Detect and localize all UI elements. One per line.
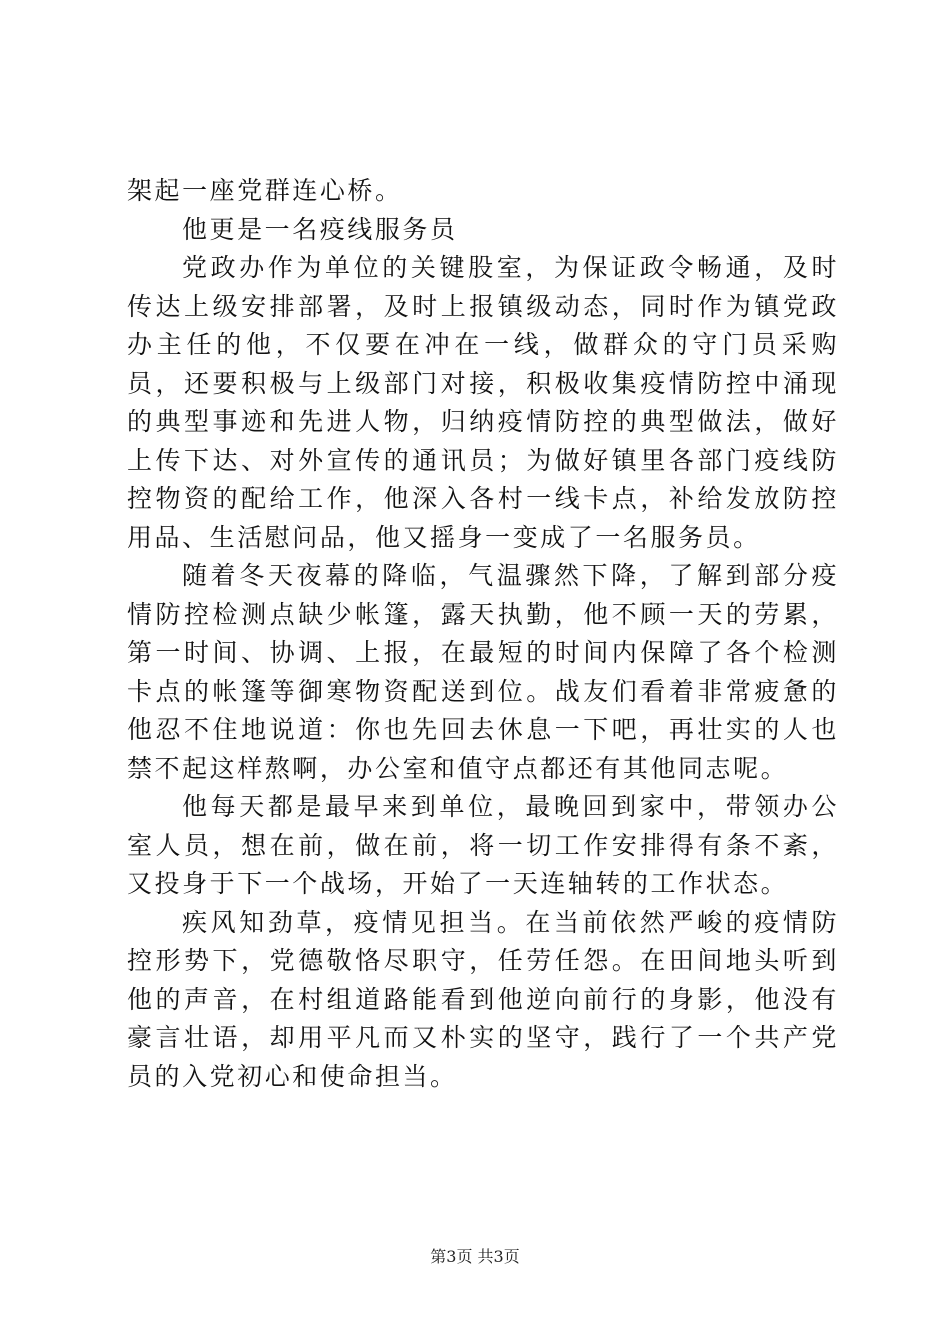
document-body (127, 172, 839, 1096)
paragraph: 随着冬天夜幕的降临，气温骤然下降，了解到部分疫情防控检测点缺少帐篷，露天执勤，他不顾一天的劳累，第一时间、协调、上报，在最短的时间内保障了各个检测卡点的帐篷等御寒物资配送到位。战友们看着非常疲惫的他忍不住地说道：你也先回去休息一下吧，再壮实的人也禁不起这样熬啊，办公室和值守点都还有其他同志呢。 (127, 561, 839, 783)
paragraph: 疾风知劲草，疫情见担当。在当前依然严峻的疫情防控形势下，党德敬恪尽职守，任劳任怨。在田间地头听到他的声音，在村组道路能看到他逆向前行的身影，他没有豪言壮语，却用平凡而又朴实的坚守，践行了一个共产党员的入党初心和使命担当。 (127, 907, 839, 1091)
paragraph-continuation: 架起一座党群连心桥。 (127, 176, 403, 205)
paragraph: 党政办作为单位的关键股室，为保证政令畅通，及时传达上级安排部署，及时上报镇级动态，同时作为镇党政办主任的他，不仅要在冲在一线，做群众的守门员采购员，还要积极与上级部门对接，积极收集疫情防控中涌现的典型事迹和先进人物，归纳疫情防控的典型做法，做好上传下达、对外宣传的通讯员；为做好镇里各部门疫线防控物资的配给工作，他深入各村一线卡点，补给发放防控用品、生活慰问品，他又摇身一变成了一名服务员。 (127, 253, 839, 552)
page-number-footer: 第3页 共3页 (430, 1247, 520, 1266)
section-heading: 他更是一名疫线服务员 (182, 214, 458, 244)
paragraph: 他每天都是最早来到单位，最晚回到家中，带领办公室人员，想在前，做在前，将一切工作安排得有条不紊，又投身于下一个战场，开始了一天连轴转的工作状态。 (127, 792, 839, 898)
